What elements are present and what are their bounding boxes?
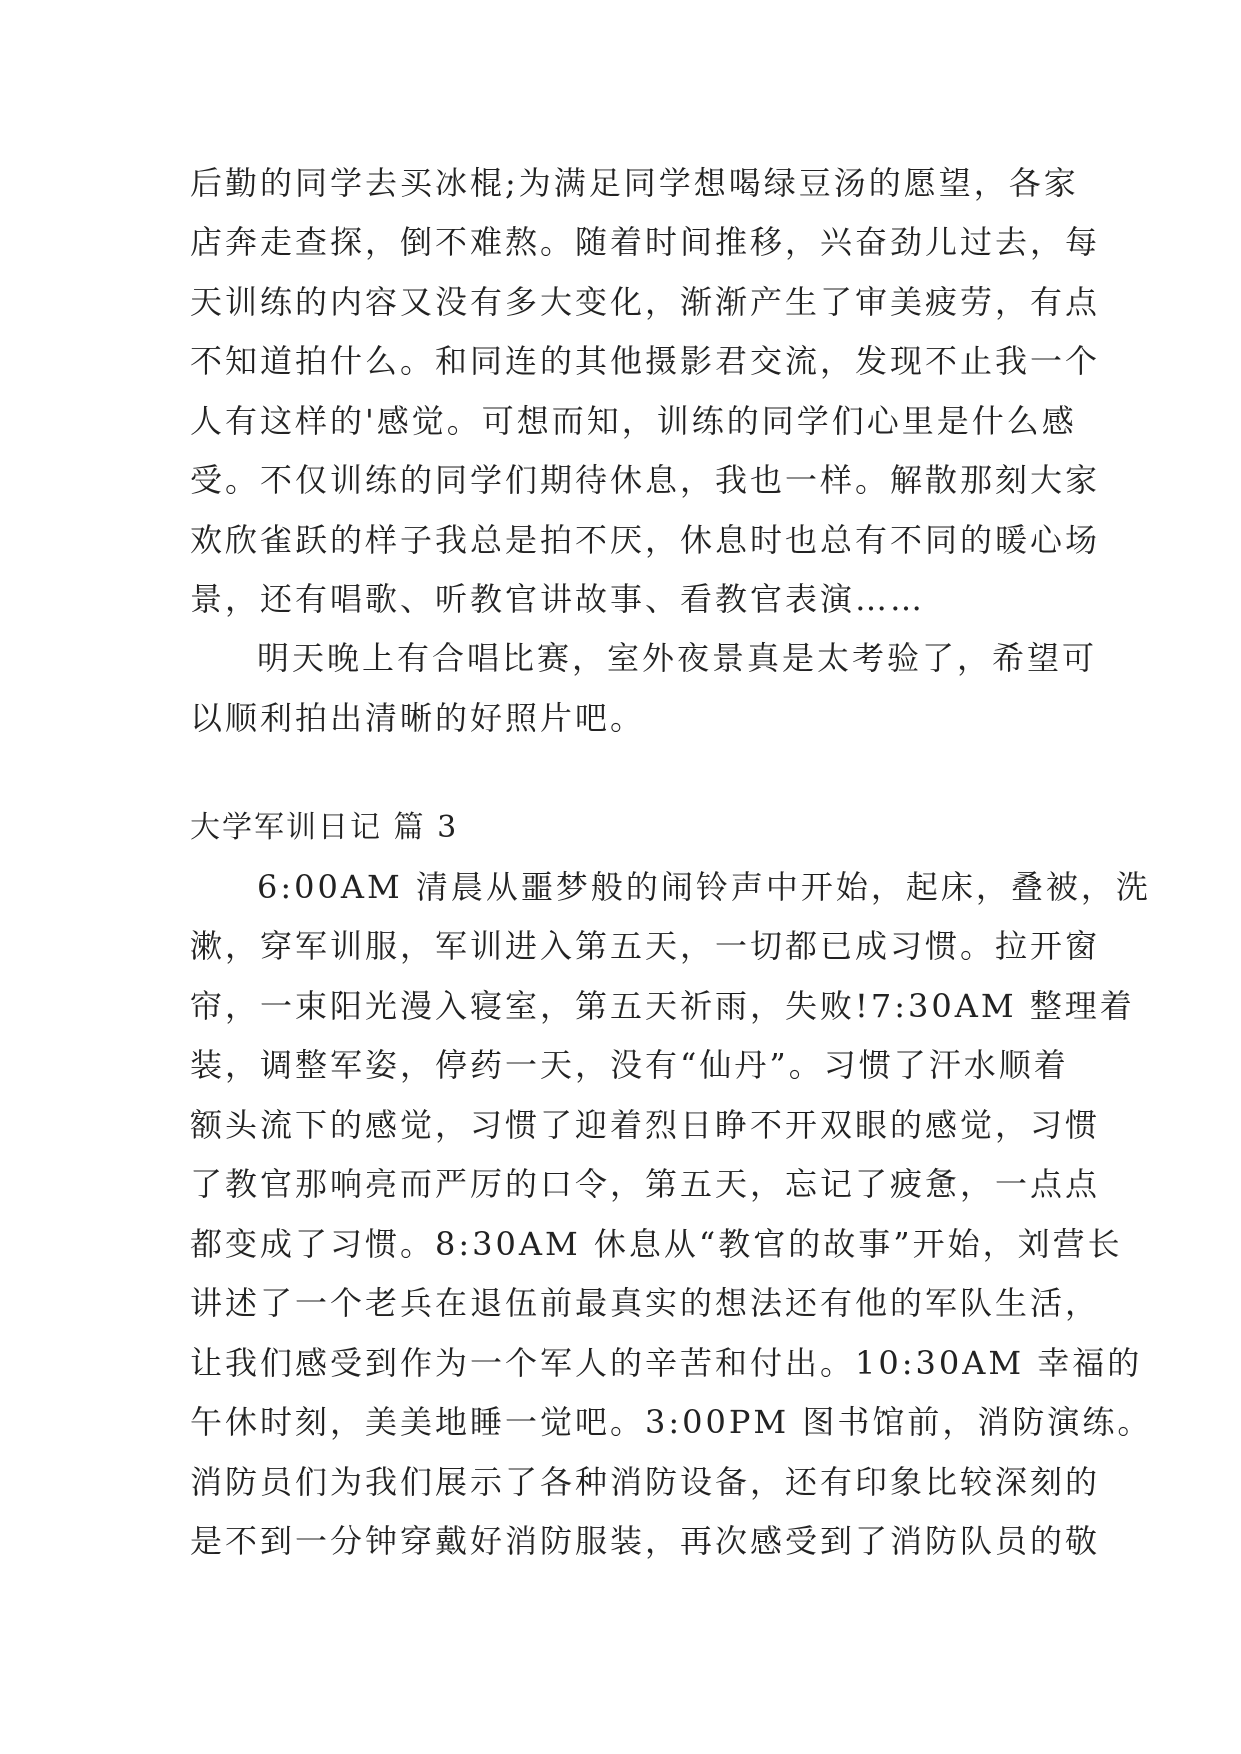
paragraph-first-line: 6:00AM 清晨从噩梦般的闹铃声中开始，起床，叠被，洗 [257, 868, 1151, 906]
text-line: 午休时刻，美美地睡一觉吧。3:00PM 图书馆前，消防演练。 [190, 1403, 1153, 1441]
text-line: 漱，穿军训服，军训进入第五天，一切都已成习惯。拉开窗 [190, 927, 1101, 965]
paragraph-first-line: 明天晚上有合唱比赛，室外夜景真是太考验了，希望可 [257, 639, 1098, 677]
text-line: 以顺利拍出清晰的好照片吧。 [190, 699, 646, 737]
text-line: 景，还有唱歌、听教官讲故事、看教官表演…… [190, 580, 926, 618]
text-line: 欢欣雀跃的样子我总是拍不厌，休息时也总有不同的暖心场 [190, 521, 1101, 559]
text-line: 了教官那响亮而严厉的口令，第五天，忘记了疲惫，一点点 [190, 1165, 1101, 1203]
text-line: 是不到一分钟穿戴好消防服装，再次感受到了消防队员的敬 [190, 1522, 1101, 1560]
text-line: 帘，一束阳光漫入寝室，第五天祈雨，失败!7:30AM 整理着 [190, 987, 1135, 1025]
text-line: 店奔走查探，倒不难熬。随着时间推移，兴奋劲儿过去，每 [190, 223, 1101, 261]
text-line: 让我们感受到作为一个军人的辛苦和付出。10:30AM 幸福的 [190, 1344, 1143, 1382]
text-line: 讲述了一个老兵在退伍前最真实的想法还有他的军队生活， [190, 1284, 1101, 1322]
text-line: 不知道拍什么。和同连的其他摄影君交流，发现不止我一个 [190, 342, 1101, 380]
text-line: 人有这样的'感觉。可想而知，训练的同学们心里是什么感 [190, 402, 1077, 440]
text-line: 受。不仅训练的同学们期待休息，我也一样。解散那刻大家 [190, 461, 1101, 499]
text-line: 消防员们为我们展示了各种消防设备，还有印象比较深刻的 [190, 1463, 1101, 1501]
text-line: 后勤的同学去买冰棍;为满足同学想喝绿豆汤的愿望，各家 [190, 164, 1079, 202]
section-heading: 大学军训日记 篇 3 [190, 810, 459, 845]
text-line: 装，调整军姿，停药一天，没有“仙丹”。习惯了汗水顺着 [190, 1046, 1069, 1084]
text-line: 都变成了习惯。8:30AM 休息从“教官的故事”开始，刘营长 [190, 1225, 1123, 1263]
text-line: 额头流下的感觉，习惯了迎着烈日睁不开双眼的感觉，习惯 [190, 1106, 1101, 1144]
text-line: 天训练的内容又没有多大变化，渐渐产生了审美疲劳，有点 [190, 283, 1101, 321]
